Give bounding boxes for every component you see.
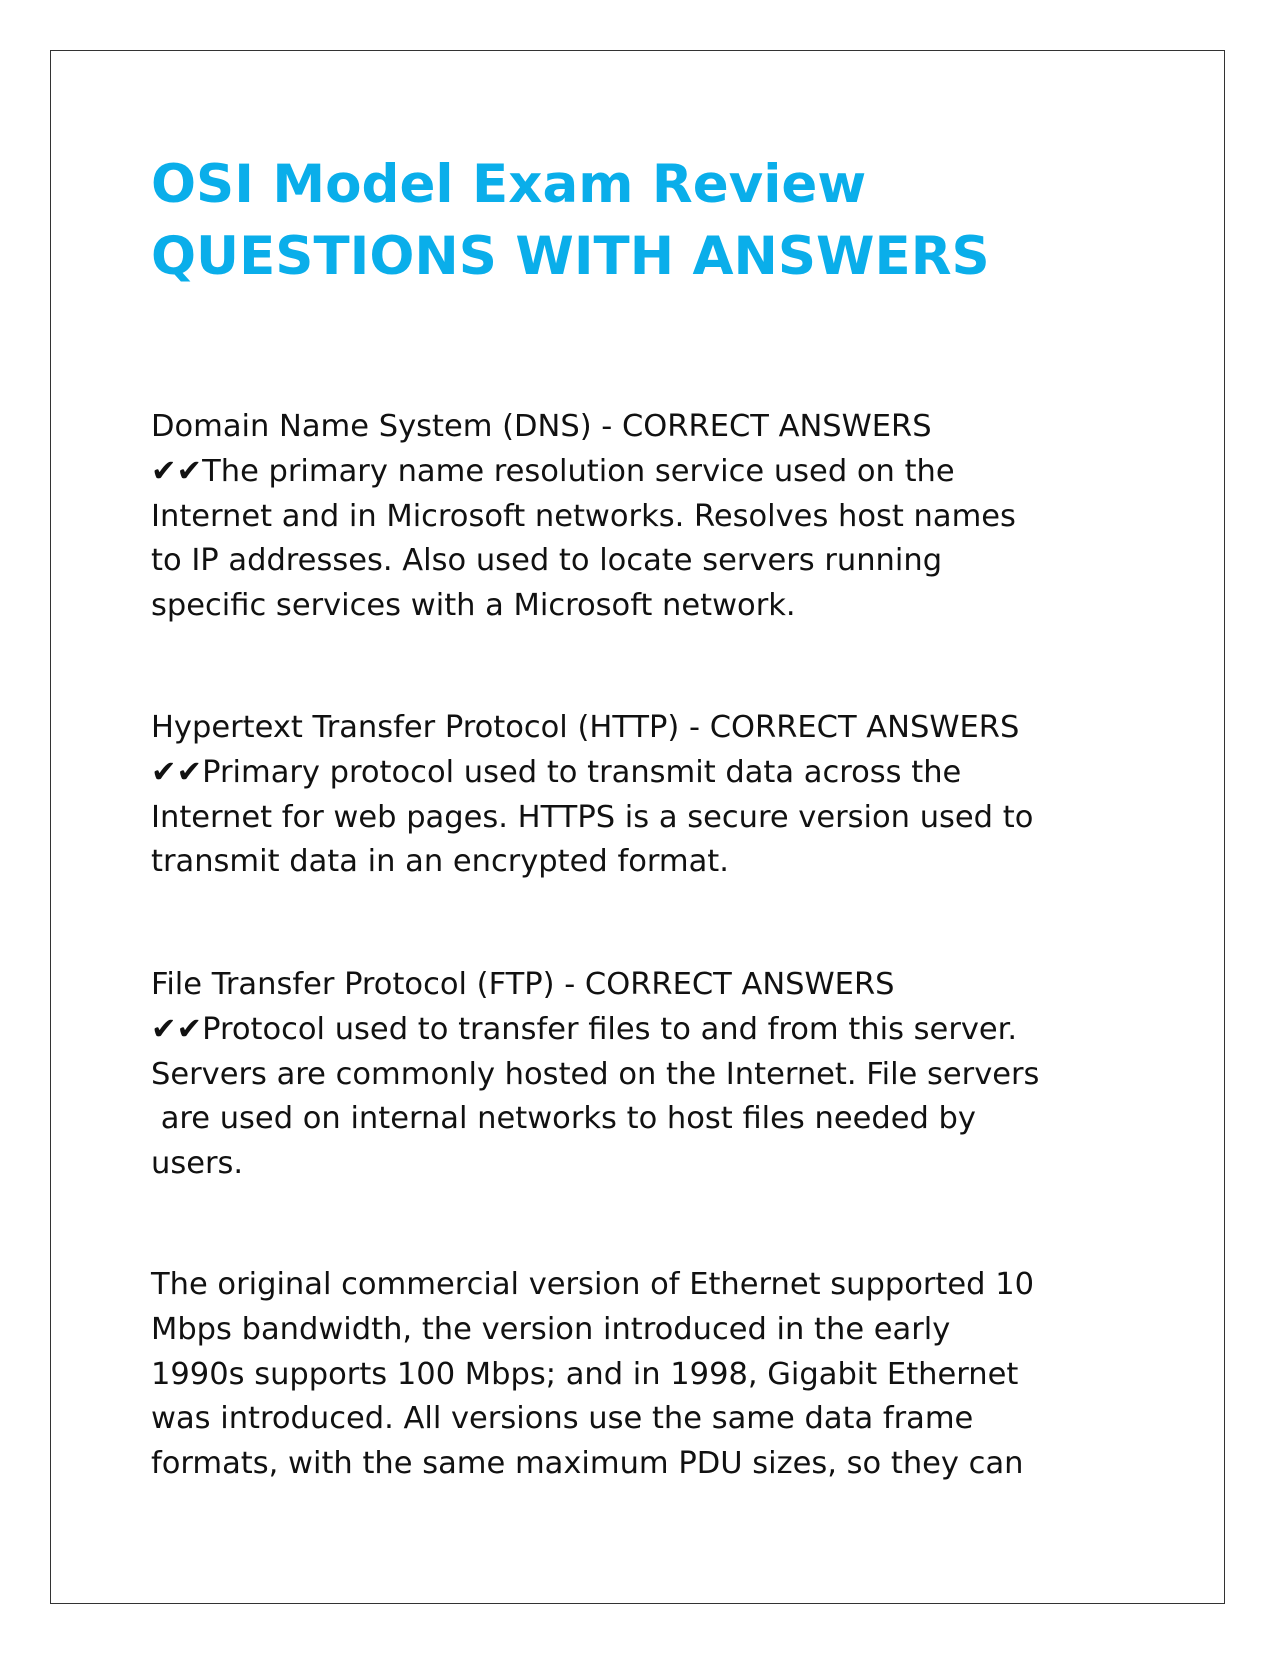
text-line: was introduced. All versions use the same data frame	[151, 1401, 974, 1437]
text-line: users.	[151, 1146, 244, 1182]
text-line: are used on internal networks to host files needed by	[151, 1101, 976, 1137]
text-line: Internet and in Microsoft networks. Resolves host names	[151, 498, 1016, 534]
text-line: Servers are commonly hosted on the Internet. File servers	[151, 1056, 1040, 1092]
text-line: File Transfer Protocol (FTP) - CORRECT ANSWERS	[151, 967, 895, 1002]
qa-entry-dns	[151, 405, 1151, 629]
text-line: Domain Name System (DNS) - CORRECT ANSWERS	[151, 409, 932, 444]
title-line: QUESTIONS WITH ANSWERS	[151, 226, 990, 287]
text-line: Hypertext Transfer Protocol (HTTP) - CORRECT ANSWERS	[151, 710, 1020, 745]
document-title	[151, 149, 1131, 293]
qa-entry-ftp	[151, 963, 1151, 1187]
text-line: ✔✔Primary protocol used to transmit data across the	[151, 754, 962, 790]
title-line: OSI Model Exam Review	[151, 154, 867, 215]
text-line: ✔✔The primary name resolution service used on the	[151, 453, 955, 489]
document-page	[50, 50, 1225, 1604]
text-line: specific services with a Microsoft network.	[151, 588, 796, 624]
text-line: The original commercial version of Ethernet supported 10	[151, 1267, 1035, 1302]
text-line: to IP addresses. Also used to locate servers running	[151, 543, 943, 579]
text-line: ✔✔Protocol used to transfer files to and from this server.	[151, 1011, 1018, 1047]
text-line: Mbps bandwidth, the version introduced in the early	[151, 1311, 951, 1347]
text-line: transmit data in an encrypted format.	[151, 844, 729, 880]
qa-entry-http	[151, 706, 1151, 885]
text-line: formats, with the same maximum PDU sizes, so they can	[151, 1446, 1024, 1482]
qa-entry-ethernet	[151, 1263, 1151, 1487]
text-line: Internet for web pages. HTTPS is a secure version used to	[151, 799, 1034, 835]
text-line: 1990s supports 100 Mbps; and in 1998, Gigabit Ethernet	[151, 1356, 1019, 1392]
